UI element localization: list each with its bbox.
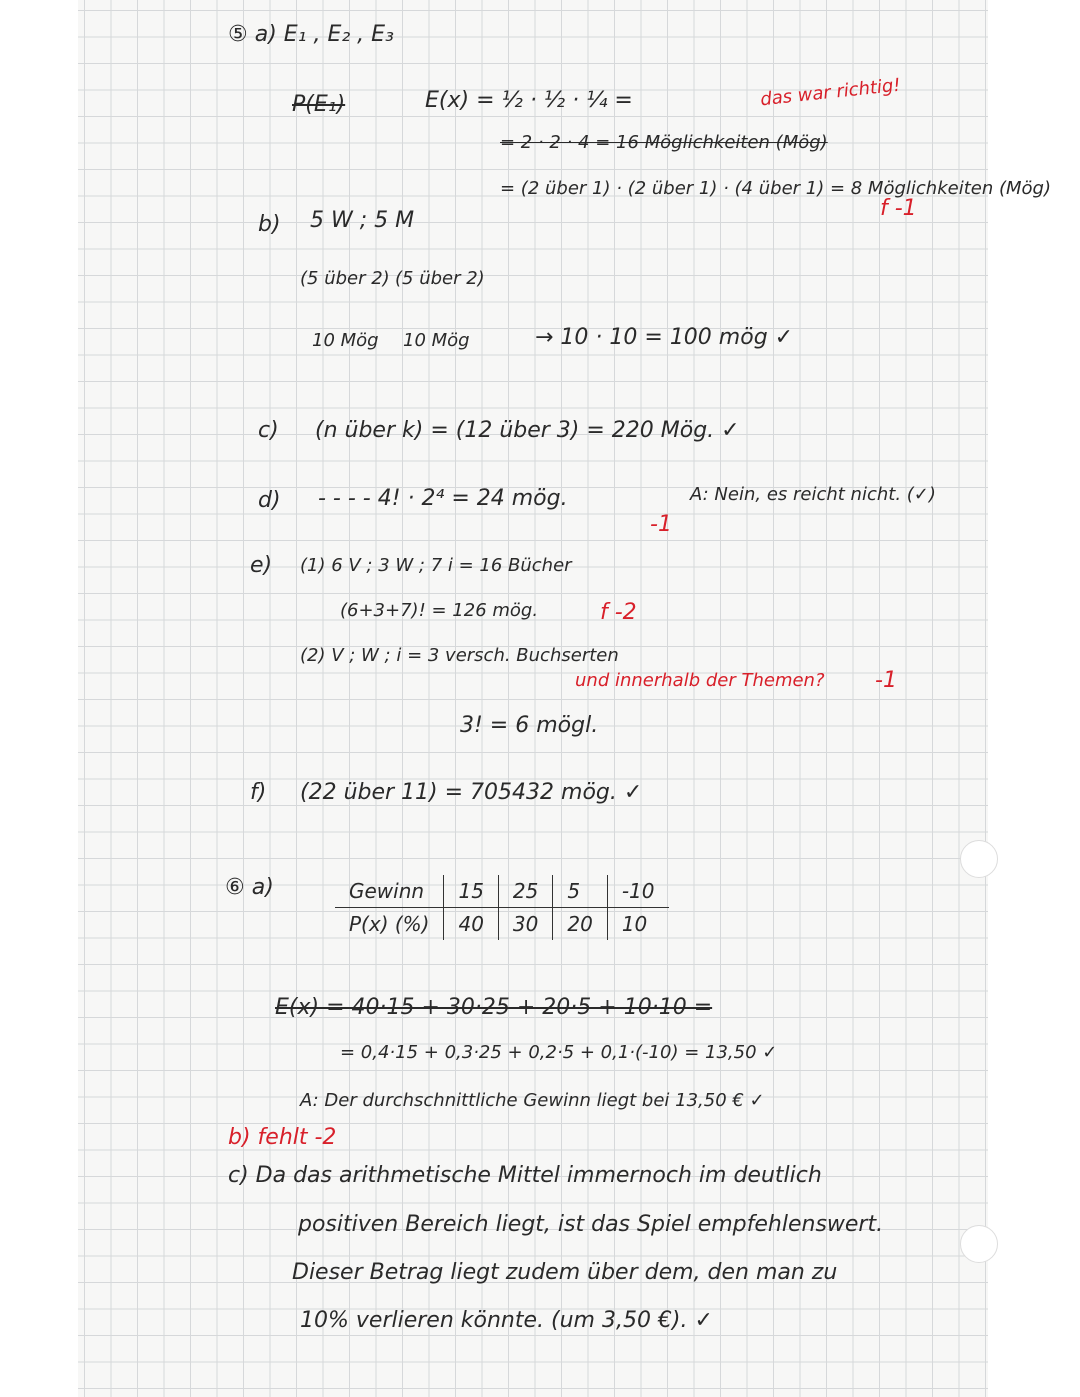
table-cell: 5 xyxy=(553,875,607,908)
task6-ex-crossed: E(x) = 40·15 + 30·25 + 20·5 + 10·10 = xyxy=(275,995,713,1020)
table-cell: P(x) (%) xyxy=(349,912,430,936)
table-cell: 20 xyxy=(553,908,607,941)
task5-a-line1: E(x) = ½ · ½ · ¼ = xyxy=(425,88,633,113)
punch-hole xyxy=(960,1225,998,1263)
task5-e-line2: (6+3+7)! = 126 mög. xyxy=(340,600,539,621)
task5-a-header: ⑤ a) E₁ , E₂ , E₃ xyxy=(228,22,394,47)
teacher-comment: das war richtig! xyxy=(759,74,902,111)
task5-e-label: e) xyxy=(250,553,273,578)
table-cell: 40 xyxy=(444,908,498,941)
binomial: (5 über 2) xyxy=(395,268,485,289)
table-row xyxy=(335,875,669,908)
task6-c-line: 10% verlieren könnte. (um 3,50 €). ✓ xyxy=(300,1308,713,1333)
task6-a-header: ⑥ a) xyxy=(225,875,274,900)
task5-c-line: (n über k) = (12 über 3) = 220 Mög. ✓ xyxy=(315,418,740,443)
table-cell: 25 xyxy=(498,875,552,908)
gain-probability-table xyxy=(335,875,669,940)
grade-mark: f -2 xyxy=(600,600,637,625)
table-cell: 10 xyxy=(607,908,668,941)
task6-answer: A: Der durchschnittliche Gewinn liegt bei 13,50 € ✓ xyxy=(300,1090,765,1111)
task6-c-line: Dieser Betrag liegt zudem über dem, den man zu xyxy=(292,1260,838,1285)
teacher-comment: und innerhalb der Themen? xyxy=(575,670,825,691)
task5-b-label: b) xyxy=(258,212,281,237)
grade-mark: -1 xyxy=(875,668,897,693)
table-cell: -10 xyxy=(607,875,668,908)
task5-e-line1: (1) 6 V ; 3 W ; 7 i = 16 Bücher xyxy=(300,555,572,576)
punch-hole xyxy=(960,840,998,878)
table-cell: 15 xyxy=(444,875,498,908)
task5-a-line3: = (2 über 1) · (2 über 1) · (4 über 1) = 8 Möglichkeiten (Mög) xyxy=(500,178,1051,199)
task5-b-line1: 5 W ; 5 M xyxy=(310,208,415,233)
task5-b-res2: 10 Mög xyxy=(403,330,470,351)
binomial: (5 über 2) xyxy=(300,268,390,289)
grade-mark: -1 xyxy=(650,512,672,537)
task6-c-line: positiven Bereich liegt, ist das Spiel empfehlenswert. xyxy=(298,1212,884,1237)
task6-b-missing: b) fehlt -2 xyxy=(228,1125,337,1150)
task5-f-label: f) xyxy=(250,780,267,805)
task5-d-label: d) xyxy=(258,488,281,513)
task5-e-line3: (2) V ; W ; i = 3 versch. Buchserten xyxy=(300,645,619,666)
grade-mark: f -1 xyxy=(880,196,917,221)
task5-d-line: - - - - 4! · 2⁴ = 24 mög. xyxy=(318,486,568,511)
task6-c-line: c) Da das arithmetische Mittel immernoch im deutlich xyxy=(228,1163,822,1188)
table-row xyxy=(335,908,669,941)
task5-b-res1: 10 Mög xyxy=(312,330,379,351)
task5-a-line2: = 2 · 2 · 4 = 16 Möglichkeiten (Mög) xyxy=(500,132,828,153)
task5-b-result: → 10 · 10 = 100 mög ✓ xyxy=(535,325,794,350)
task6-ex-line: = 0,4·15 + 0,3·25 + 0,2·5 + 0,1·(-10) = 13,50 ✓ xyxy=(340,1042,778,1063)
task5-d-answer: A: Nein, es reicht nicht. (✓) xyxy=(690,484,936,505)
task5-f-line: (22 über 11) = 705432 mög. ✓ xyxy=(300,780,643,805)
table-cell: Gewinn xyxy=(335,875,444,908)
task5-c-label: c) xyxy=(258,418,279,443)
table-cell: 30 xyxy=(498,908,552,941)
task5-a-crossed: P(E₁) xyxy=(292,92,346,117)
task5-e-line4: 3! = 6 mögl. xyxy=(460,713,599,738)
